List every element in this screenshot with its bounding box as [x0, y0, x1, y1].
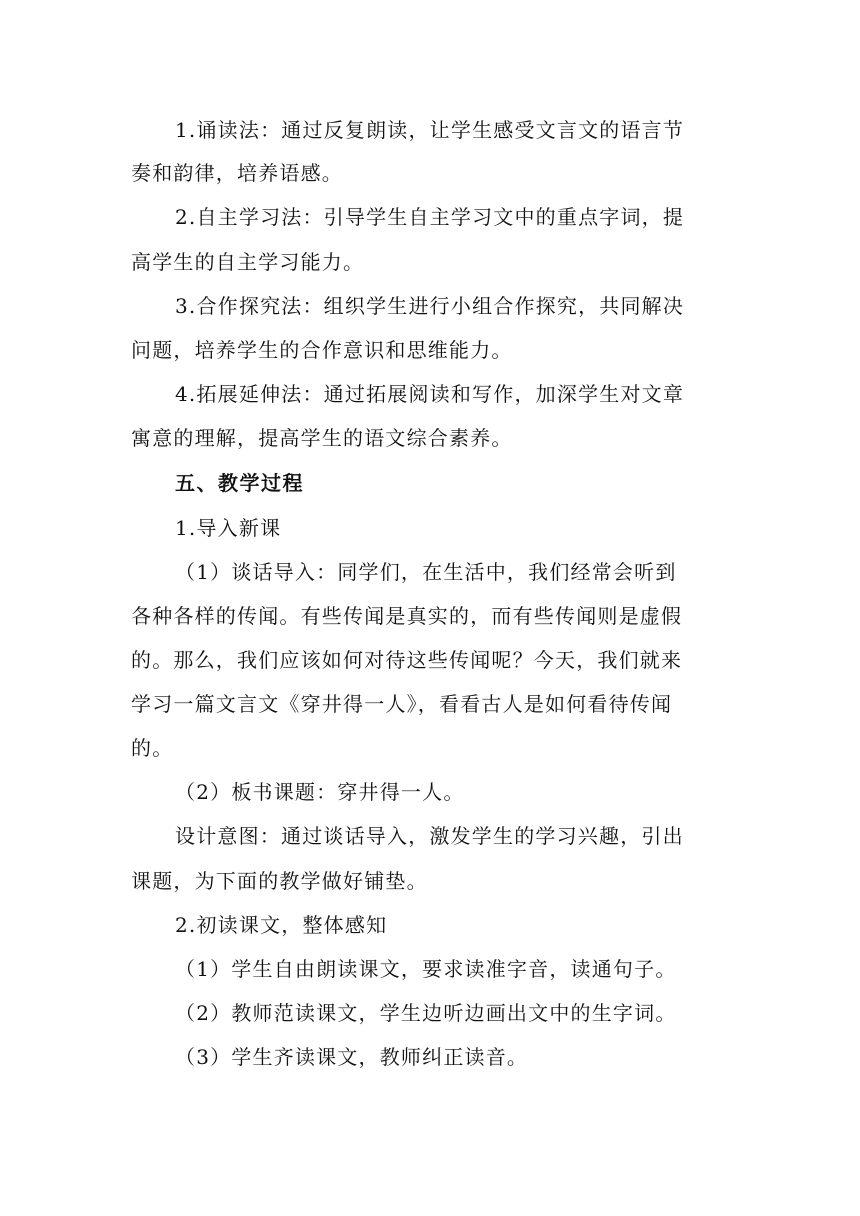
method-1-line-2: 奏和韵律，培养语感。: [131, 161, 343, 185]
paragraph-line: （1）谈话导入：同学们，在生活中，我们经常会听到: [175, 560, 677, 584]
paragraph-line: 的。那么，我们应该如何对待这些传闻呢？今天，我们就来: [131, 648, 683, 672]
step-2-title: 2.初读课文，整体感知: [175, 913, 388, 937]
design-intent-line-2: 课题，为下面的教学做好铺垫。: [131, 869, 428, 893]
paragraph-line: （2）板书课题：穿井得一人。: [175, 780, 465, 804]
paragraph-line: 学习一篇文言文《穿井得一人》，看看古人是如何看待传闻: [131, 692, 673, 716]
method-4-line-1: 4.拓展延伸法：通过拓展阅读和写作，加深学生对文章: [175, 382, 685, 406]
paragraph-line: （2）教师范读课文，学生边听边画出文中的生字词。: [175, 1001, 677, 1025]
method-2-line-1: 2.自主学习法：引导学生自主学习文中的重点字词，提: [175, 205, 685, 229]
paragraph-line: 各种各样的传闻。有些传闻是真实的，而有些传闻则是虚假: [131, 604, 683, 628]
design-intent-line-1: 设计意图：通过谈话导入，激发学生的学习兴趣，引出: [175, 824, 684, 848]
method-3-line-1: 3.合作探究法：组织学生进行小组合作探究，共同解决: [175, 294, 685, 318]
paragraph-line: 的。: [131, 736, 174, 760]
method-4-line-2: 寓意的理解，提高学生的语文综合素养。: [131, 426, 513, 450]
paragraph-line: （3）学生齐读课文，教师纠正读音。: [175, 1045, 529, 1069]
section-heading: 五、教学过程: [175, 471, 304, 495]
method-3-line-2: 问题，培养学生的合作意识和思维能力。: [131, 338, 513, 362]
step-1-title: 1.导入新课: [175, 516, 282, 540]
paragraph-line: （1）学生自由朗读课文，要求读准字音，读通句子。: [175, 957, 677, 981]
method-1-line-1: 1.诵读法：通过反复朗读，让学生感受文言文的语言节: [175, 118, 685, 142]
method-2-line-2: 高学生的自主学习能力。: [131, 250, 365, 274]
